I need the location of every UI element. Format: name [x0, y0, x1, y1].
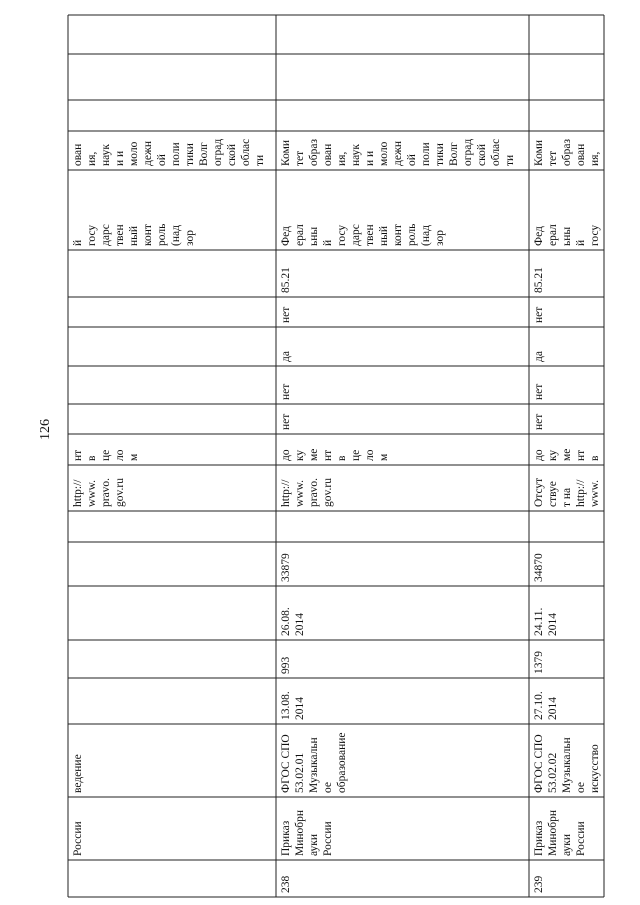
row-238-authority: Фед ерал ьны й госу дарс твен ный конт роль (над зор — [280, 223, 446, 246]
row-239-col-b: нет — [533, 383, 545, 400]
row-238-col-c: да — [280, 351, 292, 362]
row-239-order-date: 27.10. 2014 — [533, 691, 559, 720]
prev-subject: ведение — [72, 754, 84, 793]
row-239-status: до ку ме нт в — [533, 448, 601, 461]
row-238-col-a: нет — [280, 413, 292, 430]
row-238-doc-type: Приказ Минобрн ауки России — [280, 809, 334, 856]
row-239-col-c: да — [533, 351, 545, 362]
row-239-col-d: нет — [533, 306, 545, 323]
row-239-url: Отсут ствуе т на http:// www. — [533, 477, 601, 507]
row-238-subject: ФГОС СПО 53.02.01 Музыкальн ое образование — [280, 732, 348, 793]
row-238-reg-date: 26.08. 2014 — [280, 607, 306, 636]
row-238-authority-tail: Коми тет образ ован ия, наук и и моло дежн ой поли тики Волг оград ской облас ти — [280, 138, 516, 166]
prev-status: нт в це ло м — [72, 449, 140, 461]
prev-doc-type: России — [72, 821, 84, 856]
row-239-col-a: нет — [533, 413, 545, 430]
row-239-authority-tail: Коми тет образ ован ия, — [533, 139, 601, 166]
prev-url: http:// www. pravo. gov.ru — [72, 477, 126, 507]
page-number: 126 — [38, 419, 53, 440]
row-239-order-number: 1379 — [533, 651, 545, 674]
row-239-number: 239 — [533, 875, 545, 893]
prev-authority: й госу дарс твен ный конт роль (над зор — [72, 223, 196, 246]
row-239-code: 85.21 — [533, 267, 545, 293]
row-238-col-d: нет — [280, 306, 292, 323]
prev-authority-tail: ован ия, наук и и моло дежн ой поли тики Волг оград ской облас ти — [72, 138, 266, 166]
row-238-number: 238 — [280, 875, 292, 893]
row-239-reg-date: 24.11. 2014 — [533, 607, 559, 636]
row-239-doc-type: Приказ Минобрн ауки России — [533, 809, 587, 856]
row-238-reg-number: 33879 — [280, 553, 292, 582]
row-238-url: http:// www. pravo. gov.ru — [280, 477, 334, 507]
row-238-col-b: нет — [280, 383, 292, 400]
row-238-status: до ку ме нт в це ло м — [280, 448, 390, 461]
row-239-reg-number: 34870 — [533, 553, 545, 582]
row-238-order-number: 993 — [280, 656, 292, 674]
row-238-code: 85.21 — [280, 267, 292, 293]
row-239-authority: Фед ерал ьны й госу — [533, 224, 601, 246]
row-238-order-date: 13.08. 2014 — [280, 691, 306, 720]
row-239-subject: ФГОС СПО 53.02.02 Музыкальн ое искусство — [533, 734, 601, 793]
